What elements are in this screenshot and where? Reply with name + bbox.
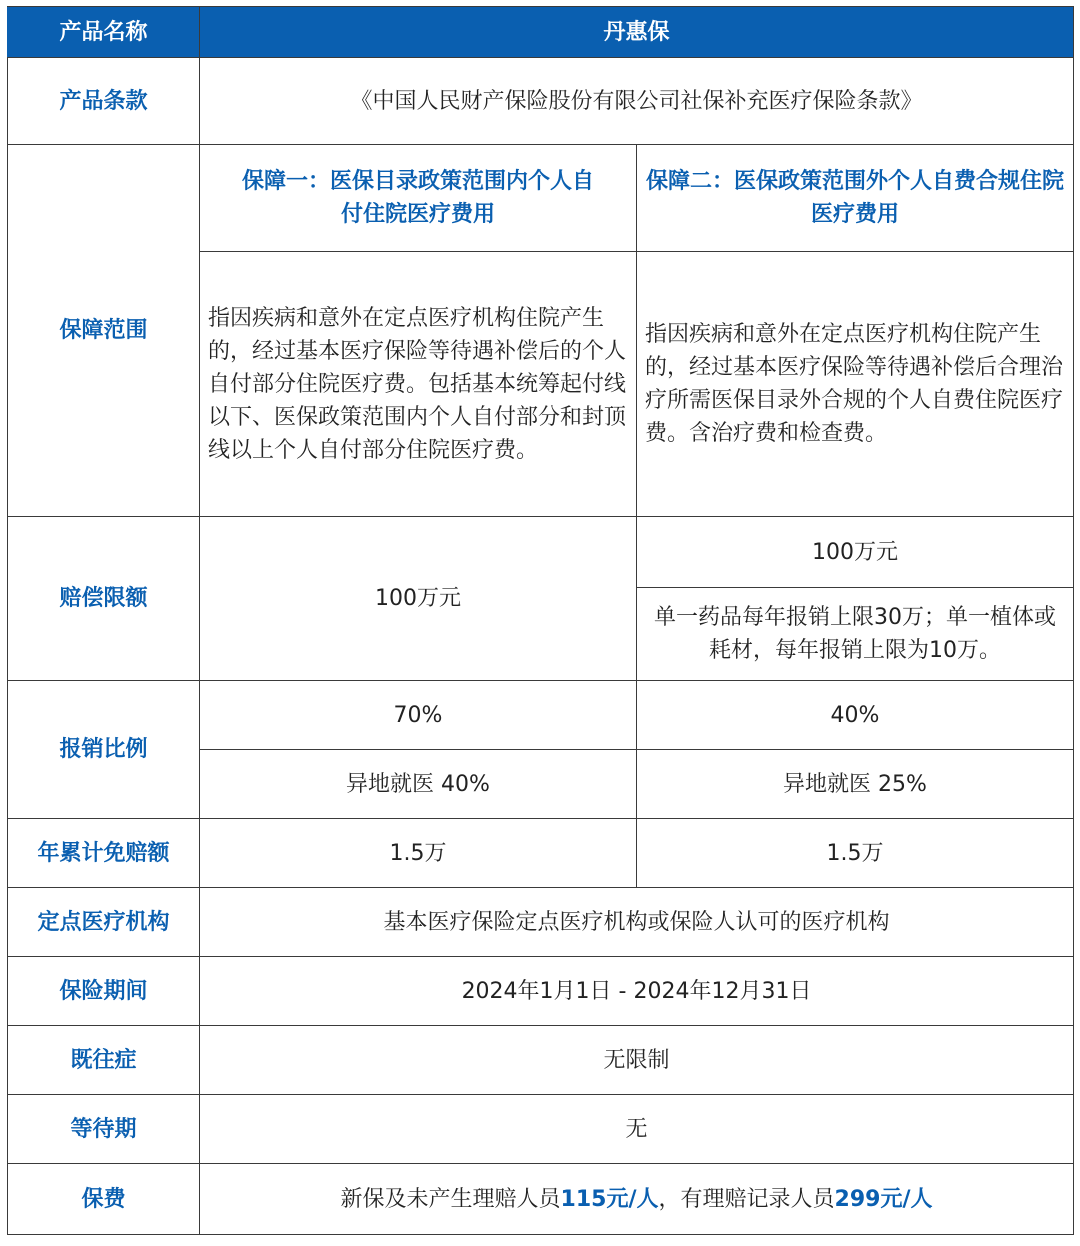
plan1-title (200, 145, 637, 252)
preexisting-row (8, 1026, 1074, 1095)
deductible-row (8, 819, 1074, 888)
product-table (7, 6, 1074, 1235)
institution-row (8, 888, 1074, 957)
premium-new-price: 115元/人 (560, 1186, 659, 1212)
plan1-title-text: 保障一：医保目录政策范围内个人自付住院医疗费用 (241, 169, 594, 227)
plan1-limit: 100万元 (200, 517, 637, 681)
period-label: 保险期间 (8, 957, 200, 1026)
preexisting-value: 无限制 (200, 1026, 1074, 1095)
institution-value: 基本医疗保险定点医疗机构或保险人认可的医疗机构 (200, 888, 1074, 957)
header-product-name-value: 丹惠保 (200, 7, 1074, 58)
plan2-ratio-remote: 异地就医 25% (637, 750, 1074, 819)
waiting-row (8, 1095, 1074, 1164)
ratio-label: 报销比例 (8, 681, 200, 819)
deductible-label: 年累计免赔额 (8, 819, 200, 888)
plan2-title (637, 145, 1074, 252)
clause-row (8, 58, 1074, 145)
plan2-limit: 100万元 (637, 517, 1074, 588)
preexisting-label: 既往症 (8, 1026, 200, 1095)
plan2-scope-desc: 指因疾病和意外在定点医疗机构住院产生的，经过基本医疗保险等待遇补偿后合理治疗所需医保目录外合规的个人自费住院医疗费。含治疗费和检查费。 (637, 252, 1074, 517)
waiting-label: 等待期 (8, 1095, 200, 1164)
plan2-ratio-local: 40% (637, 681, 1074, 750)
plan2-title-text: 保障二：医保政策范围外个人自费合规住院医疗费用 (646, 169, 1065, 227)
premium-value (200, 1164, 1074, 1235)
plan1-ratio-local: 70% (200, 681, 637, 750)
plan2-deductible: 1.5万 (637, 819, 1074, 888)
scope-title-row (8, 145, 1074, 252)
premium-claim-text: ，有理赔记录人员 (658, 1186, 835, 1212)
plan1-ratio-remote: 异地就医 40% (200, 750, 637, 819)
plan1-scope-desc: 指因疾病和意外在定点医疗机构住院产生的，经过基本医疗保险等待遇补偿后的个人自付部分住院医疗费。包括基本统筹起付线以下、医保政策范围内个人自付部分和封顶线以上个人自付部分住院医疗费。 (200, 252, 637, 517)
period-row (8, 957, 1074, 1026)
ratio-row (8, 681, 1074, 750)
period-value: 2024年1月1日 - 2024年12月31日 (200, 957, 1074, 1026)
waiting-value: 无 (200, 1095, 1074, 1164)
premium-new-text: 新保及未产生理赔人员 (340, 1186, 561, 1212)
header-row (8, 7, 1074, 58)
scope-label: 保障范围 (8, 145, 200, 517)
clause-label: 产品条款 (8, 58, 200, 145)
limit-label: 赔偿限额 (8, 517, 200, 681)
plan1-deductible: 1.5万 (200, 819, 637, 888)
premium-label: 保费 (8, 1164, 200, 1235)
clause-value: 《中国人民财产保险股份有限公司社保补充医疗保险条款》 (200, 58, 1074, 145)
header-product-name-label: 产品名称 (8, 7, 200, 58)
premium-row (8, 1164, 1074, 1235)
institution-label: 定点医疗机构 (8, 888, 200, 957)
premium-claim-price: 299元/人 (834, 1186, 933, 1212)
plan2-limit-note: 单一药品每年报销上限30万；单一植体或耗材，每年报销上限为10万。 (637, 588, 1074, 681)
limit-row (8, 517, 1074, 588)
